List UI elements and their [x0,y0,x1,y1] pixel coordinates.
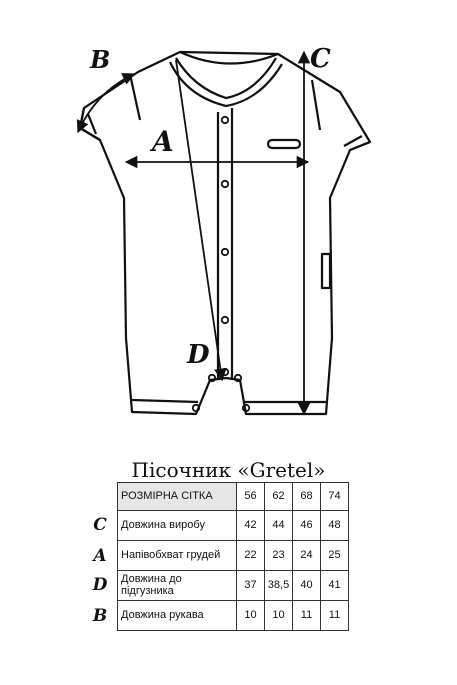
table-cell: 40 [293,571,321,601]
table-header-row [118,483,349,511]
size-header: 56 [237,483,265,511]
row-marker-a: A [93,546,107,566]
table-cell: 10 [237,601,265,631]
table-cell: 11 [321,601,349,631]
table-row [118,601,349,631]
table-row [118,541,349,571]
table-cell: 42 [237,511,265,541]
page-title: Пісочник «Gretel» [131,458,326,482]
table-cell: 24 [293,541,321,571]
row-marker-d: D [92,575,108,595]
label-d: D [187,340,210,370]
row-label: Довжина виробу [118,511,237,541]
label-c: C [310,44,331,74]
table-cell: 41 [321,571,349,601]
label-a: A [152,125,174,158]
row-marker-b: B [92,606,108,626]
table-cell: 44 [265,511,293,541]
row-label: Напівобхват грудей [118,541,237,571]
size-header: 68 [293,483,321,511]
table-cell: 48 [321,511,349,541]
measure-b-arrow [78,74,134,132]
label-b: B [90,45,111,74]
table-cell: 46 [293,511,321,541]
table-cell: 23 [265,541,293,571]
size-header: 62 [265,483,293,511]
measure-d-arrow [176,60,222,380]
row-marker-c: C [93,515,107,535]
table-row [118,571,349,601]
table-cell: 37 [237,571,265,601]
size-header: 74 [321,483,349,511]
table-cell: 38,5 [265,571,293,601]
table-cell: 10 [265,601,293,631]
table-cell: 25 [321,541,349,571]
table-row [118,511,349,541]
table-cell: 11 [293,601,321,631]
row-label: Довжина до підгузника [118,571,237,601]
romper-outline [80,52,370,414]
size-chart-table [117,482,349,631]
table-header-label: РОЗМІРНА СІТКА [118,483,237,511]
table-cell: 22 [237,541,265,571]
row-label: Довжина рукава [118,601,237,631]
